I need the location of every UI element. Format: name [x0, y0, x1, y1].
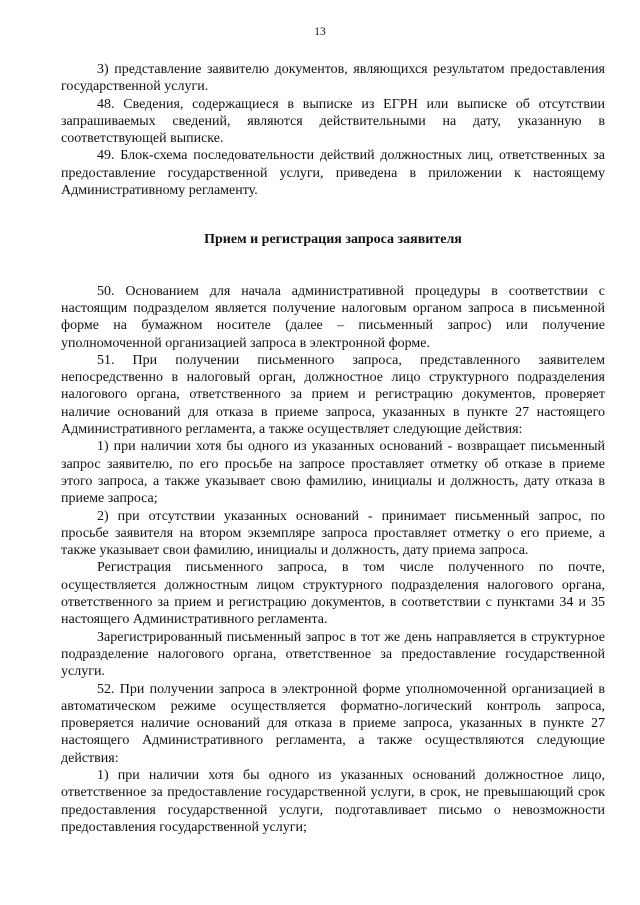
paragraph-registration: Регистрация письменного запроса, в том числе полученного по почте, осуществляется должностным лицом структурного подразделения налогового органа, ответственного за прием и регистрацию документов, в соответствии с пунктами 34 и 35 настоящего Административного регламента.: [61, 560, 605, 628]
paragraph-51: 51. При получении письменного запроса, представленного заявителем непосредственно в налоговый орган, должностное лицо структурного подразделения налогового органа, ответственного за прием и регистрацию документов, проверяет наличие оснований для отказа в приеме запроса, указанных в пункте 27 настоящего Административного регламента, а также осуществляет следующие действия:: [61, 352, 605, 438]
section-heading: Прием и регистрация запроса заявителя: [204, 232, 462, 248]
paragraph-52-item-1: 1) при наличии хотя бы одного из указанных оснований должностное лицо, ответственное за предоставление государственной услуги, в срок, не превышающий срок предоставления государственной услуги, подготавливает письмо о невозможности предоставления государственной услуги;: [61, 767, 605, 835]
paragraph-52: 52. При получении запроса в электронной форме уполномоченной организацией в автоматическом режиме осуществляется форматно-логический контроль запроса, проверяется наличие оснований для отказа в приеме запроса, указанных в пункте 27 настоящего Административного регламента, а также осуществляются следующие действия:: [61, 681, 605, 766]
page-number: 13: [314, 26, 326, 38]
paragraph-registered-request: Зарегистрированный письменный запрос в тот же день направляется в структурное подразделение налогового органа, ответственное за предоставление государственной услуги.: [61, 629, 605, 680]
paragraph-51-item-2: 2) при отсутствии указанных оснований - принимает письменный запрос, по просьбе заявителя на втором экземпляре запроса проставляет отметку о его приеме, а также указывает свои фамилию, инициалы и должность, дату приема запроса.: [61, 508, 605, 559]
paragraph-51-item-1: 1) при наличии хотя бы одного из указанных оснований - возвращает письменный запрос заявителю, по его просьбе на запросе проставляет отметку об отказе в приеме этого запроса, а также указывает свою фамилию, инициалы и должность, дату отказа в приеме запроса;: [61, 439, 605, 507]
paragraph-item-3: 3) представление заявителю документов, являющихся результатом предоставления государственной услуги.: [61, 62, 605, 95]
paragraph-50: 50. Основанием для начала административной процедуры в соответствии с настоящим подразделом является получение налоговым органом запроса в письменной форме на бумажном носителе (далее – письменный запрос) или получение уполномоченной организацией запроса в электронной форме.: [61, 283, 605, 351]
paragraph-49: 49. Блок-схема последовательности действий должностных лиц, ответственных за предоставление государственной услуги, приведена в приложении к настоящему Административному регламенту.: [61, 148, 605, 199]
paragraph-48: 48. Сведения, содержащиеся в выписке из ЕГРН или выписке об отсутствии запрашиваемых сведений, являются действительными на дату, указанную в соответствующей выписке.: [61, 96, 605, 147]
page-content: [61, 61, 605, 836]
